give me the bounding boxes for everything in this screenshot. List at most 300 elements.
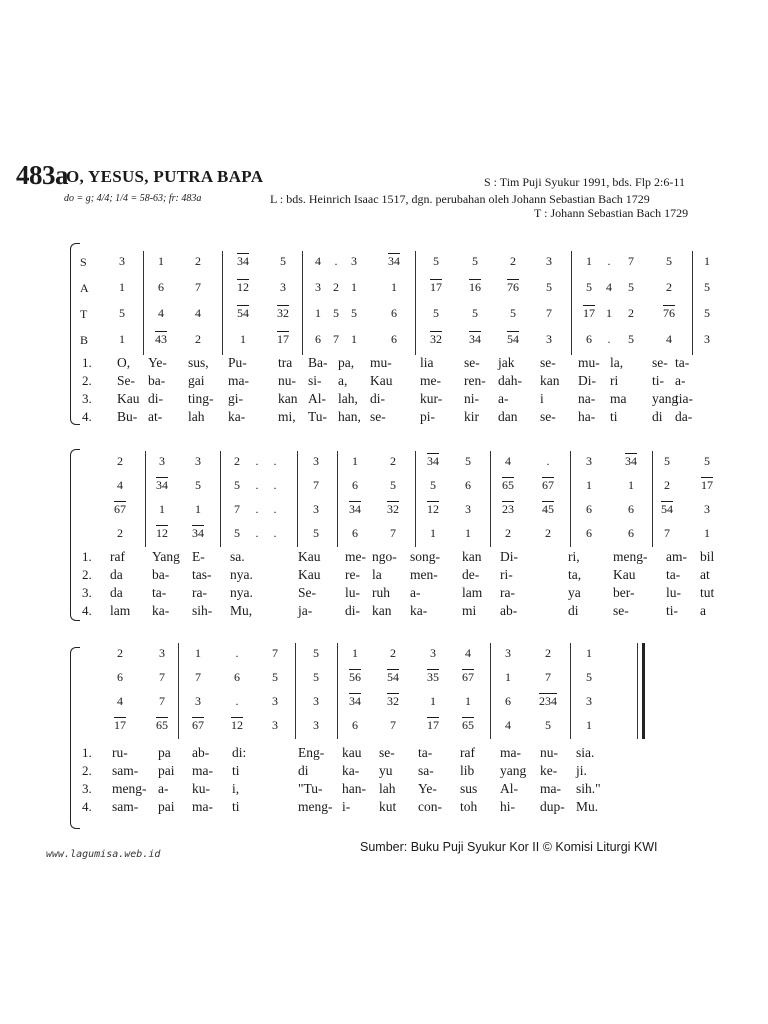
lyric-syllable: lia (420, 355, 434, 370)
note-a: 5 (586, 280, 592, 294)
note-t: 32 (387, 502, 399, 516)
end-bar-line-thick (642, 643, 645, 739)
lyric-syllable: ka- (342, 763, 360, 778)
system-bracket (70, 647, 80, 829)
note-b: 3 (546, 332, 552, 346)
lyric-syllable: pa (158, 745, 171, 760)
lyric-syllable: pa, (338, 355, 355, 370)
melody-source: L : bds. Heinrich Isaac 1517, dgn. perubahan oleh Johann Sebastian Bach 1729 (270, 192, 650, 206)
lyric-syllable: ta- (152, 585, 167, 600)
note-t: 12 (427, 502, 439, 516)
lyric-syllable: sus (460, 781, 478, 796)
lyric-syllable: la, (610, 355, 624, 370)
note-a: 54 (387, 670, 399, 684)
note-t: 1 (195, 502, 201, 516)
note-a: 2 (333, 280, 339, 294)
note-s: 4 (315, 254, 321, 268)
note-s: 34 (625, 454, 637, 468)
lyric-syllable: da (110, 567, 123, 582)
note-a: 34 (156, 478, 168, 492)
note-b: 5 (234, 526, 240, 540)
note-t: 67 (114, 502, 126, 516)
note-a: 1 (391, 280, 397, 294)
lyric-syllable: Eng- (298, 745, 325, 760)
note-t: 1 (159, 502, 165, 516)
note-a: . (273, 478, 277, 492)
lyric-syllable: sa. (230, 549, 245, 564)
note-a: 5 (704, 280, 710, 294)
lyric-syllable: at (700, 567, 710, 582)
note-t: 76 (663, 306, 675, 320)
note-t: 17 (583, 306, 595, 320)
note-b: 67 (192, 718, 204, 732)
note-t: 7 (234, 502, 240, 516)
lyric-syllable: ji. (576, 763, 587, 778)
bar-line (337, 643, 338, 739)
note-b: 3 (272, 718, 278, 732)
note-b: 6 (352, 526, 358, 540)
note-t: 3 (313, 502, 319, 516)
note-s: 2 (234, 454, 240, 468)
note-b: 12 (231, 718, 243, 732)
lyric-syllable: re- (345, 567, 360, 582)
note-a: 76 (507, 280, 519, 294)
note-a: 67 (542, 478, 554, 492)
note-s: 3 (313, 454, 319, 468)
lyric-syllable: ra- (192, 585, 207, 600)
lyric-syllable: ti- (652, 373, 664, 388)
note-s: 2 (117, 454, 123, 468)
note-b: 17 (277, 332, 289, 346)
lyric-syllable: si- (308, 373, 322, 388)
note-s: 1 (158, 254, 164, 268)
bar-line (490, 643, 491, 739)
note-s: 7 (628, 254, 634, 268)
note-t: 1 (465, 694, 471, 708)
lyric-syllable: lah (379, 781, 396, 796)
note-a: 3 (315, 280, 321, 294)
lyric-syllable: me- (345, 549, 366, 564)
lyric-syllable: ma- (228, 373, 249, 388)
lyric-syllable: ti- (666, 603, 678, 618)
lyric-syllable: tut (700, 585, 715, 600)
note-s: 5 (465, 454, 471, 468)
lyric-syllable: a- (675, 373, 686, 388)
note-t: 7 (546, 306, 552, 320)
note-b: 6 (315, 332, 321, 346)
lyric-syllable: di- (148, 391, 163, 406)
note-t: 32 (387, 694, 399, 708)
verse-number: 4. (82, 409, 92, 424)
lyric-syllable: kan (462, 549, 482, 564)
lyric-syllable: kau (342, 745, 362, 760)
lyric-syllable: da- (675, 409, 693, 424)
note-t: 23 (502, 502, 514, 516)
note-t: 34 (349, 694, 361, 708)
lyric-syllable: nya. (230, 585, 253, 600)
note-s: 5 (313, 646, 319, 660)
note-t: 1 (606, 306, 612, 320)
note-a: 7 (195, 280, 201, 294)
note-b: 1 (119, 332, 125, 346)
lyric-syllable: nu- (278, 373, 296, 388)
note-s: 3 (430, 646, 436, 660)
lyric-syllable: han- (342, 781, 366, 796)
note-b: 6 (628, 526, 634, 540)
lyrics-source: S : Tim Puji Syukur 1991, bds. Flp 2:6-11 (484, 175, 685, 189)
lyric-syllable: di- (345, 603, 360, 618)
lyric-syllable: mu- (578, 355, 600, 370)
lyric-syllable: se- (613, 603, 629, 618)
note-s: 3 (546, 254, 552, 268)
lyric-syllable: Bu- (117, 409, 138, 424)
lyric-syllable: ti (232, 799, 240, 814)
note-a: 5 (234, 478, 240, 492)
note-s: 5 (704, 454, 710, 468)
lyric-syllable: bil (700, 549, 715, 564)
note-b: 3 (704, 332, 710, 346)
lyric-syllable: ja- (298, 603, 313, 618)
note-t: 234 (539, 694, 557, 708)
lyric-syllable: ba- (152, 567, 170, 582)
note-b: 1 (586, 718, 592, 732)
note-t: 6 (391, 306, 397, 320)
lyric-syllable: la (372, 567, 382, 582)
note-a: . (255, 478, 259, 492)
note-b: 2 (117, 526, 123, 540)
note-b: 32 (430, 332, 442, 346)
lyric-syllable: nu- (540, 745, 558, 760)
note-a: 6 (465, 478, 471, 492)
end-bar-line-thin (637, 643, 638, 739)
lyric-syllable: Yang (152, 549, 180, 564)
note-t: . (235, 694, 239, 708)
note-t: 6 (586, 502, 592, 516)
lyric-syllable: con- (418, 799, 442, 814)
note-a: 17 (430, 280, 442, 294)
note-a: 5 (546, 280, 552, 294)
verse-number: 3. (82, 391, 92, 406)
note-a: 4 (606, 280, 612, 294)
lyric-syllable: "Tu- (298, 781, 323, 796)
note-b: 2 (505, 526, 511, 540)
note-a: 5 (586, 670, 592, 684)
lyric-syllable: me- (420, 373, 441, 388)
lyric-syllable: ma- (540, 781, 561, 796)
bar-line (415, 251, 416, 355)
bar-line (297, 451, 298, 547)
note-a: 7 (313, 478, 319, 492)
lyric-syllable: nya. (230, 567, 253, 582)
note-s: 2 (390, 646, 396, 660)
verse-number: 2. (82, 373, 92, 388)
lyric-syllable: raf (110, 549, 125, 564)
note-a: 6 (352, 478, 358, 492)
lyric-syllable: men- (410, 567, 438, 582)
lyric-syllable: ke- (540, 763, 558, 778)
hymn-number: 483a (16, 160, 68, 190)
verse-number: 3. (82, 781, 92, 796)
note-b: 5 (545, 718, 551, 732)
note-t: 6 (505, 694, 511, 708)
lyric-syllable: ka- (410, 603, 428, 618)
lyric-syllable: sa- (418, 763, 434, 778)
note-s: 3 (195, 454, 201, 468)
verse-number: 1. (82, 745, 92, 760)
note-b: 5 (628, 332, 634, 346)
lyric-syllable: toh (460, 799, 478, 814)
lyric-syllable: dan (498, 409, 518, 424)
lyric-syllable: song- (410, 549, 440, 564)
note-b: 6 (352, 718, 358, 732)
lyric-syllable: Kau (613, 567, 636, 582)
note-b: 1 (465, 526, 471, 540)
tempo-info: do = g; 4/4; 1/4 = 58-63; fr: 483a (64, 193, 202, 204)
lyric-syllable: yu (379, 763, 393, 778)
note-t: 1 (430, 694, 436, 708)
note-b: 5 (313, 526, 319, 540)
lyric-syllable: lu- (666, 585, 681, 600)
note-a: 7 (545, 670, 551, 684)
note-t: 4 (195, 306, 201, 320)
note-s: 5 (433, 254, 439, 268)
bar-line (337, 451, 338, 547)
note-a: 2 (666, 280, 672, 294)
note-b: 54 (507, 332, 519, 346)
lyric-syllable: pai (158, 763, 175, 778)
lyric-syllable: yang (500, 763, 527, 778)
lyric-syllable: se- (464, 355, 480, 370)
note-b: 43 (155, 332, 167, 346)
note-a: 4 (117, 478, 123, 492)
lyric-syllable: i, (232, 781, 240, 796)
note-b: 1 (351, 332, 357, 346)
score-system-2 (70, 449, 720, 619)
lyric-syllable: ka- (228, 409, 246, 424)
lyric-syllable: Tu- (308, 409, 328, 424)
note-t: 5 (433, 306, 439, 320)
note-s: 2 (195, 254, 201, 268)
note-b: 7 (333, 332, 339, 346)
note-b: 7 (390, 526, 396, 540)
lyric-syllable: hi- (500, 799, 515, 814)
note-a: 6 (158, 280, 164, 294)
lyric-syllable: ni- (464, 391, 479, 406)
note-t: 5 (119, 306, 125, 320)
verse-number: 3. (82, 585, 92, 600)
note-a: 3 (280, 280, 286, 294)
lyric-syllable: Se- (298, 585, 316, 600)
lyric-syllable: yang (652, 391, 679, 406)
lyric-syllable: ma- (192, 763, 213, 778)
note-t: 3 (704, 502, 710, 516)
bar-line (222, 251, 223, 355)
lyric-syllable: ti (610, 409, 618, 424)
lyric-syllable: tia- (675, 391, 693, 406)
note-t: 5 (351, 306, 357, 320)
lyric-syllable: a- (158, 781, 169, 796)
note-b: 4 (505, 718, 511, 732)
lyric-syllable: se- (652, 355, 668, 370)
note-s: 7 (272, 646, 278, 660)
lyric-syllable: pi- (420, 409, 435, 424)
lyric-syllable: tra (278, 355, 293, 370)
lyric-syllable: di (298, 763, 309, 778)
note-s: . (546, 454, 550, 468)
source-credit: Sumber: Buku Puji Syukur Kor II © Komisi Liturgi KWI (360, 840, 658, 854)
lyric-syllable: sih- (192, 603, 213, 618)
note-a: 5 (272, 670, 278, 684)
note-t: 3 (465, 502, 471, 516)
lyric-syllable: dup- (540, 799, 565, 814)
score-system-1 (70, 243, 720, 423)
note-t: 2 (628, 306, 634, 320)
verse-number: 4. (82, 603, 92, 618)
note-a: 1 (586, 478, 592, 492)
note-t: 3 (272, 694, 278, 708)
lyric-syllable: di (568, 603, 579, 618)
lyric-syllable: Ye- (418, 781, 437, 796)
lyric-syllable: ab- (192, 745, 210, 760)
lyric-syllable: ka- (152, 603, 170, 618)
part-label-b: B (80, 333, 89, 347)
note-b: 12 (156, 526, 168, 540)
note-a: 7 (195, 670, 201, 684)
note-b: 65 (462, 718, 474, 732)
note-a: 56 (349, 670, 361, 684)
lyric-syllable: jak (498, 355, 515, 370)
note-b: 17 (114, 718, 126, 732)
note-a: 5 (195, 478, 201, 492)
note-b: 1 (240, 332, 246, 346)
lyric-syllable: de- (462, 567, 480, 582)
note-a: 35 (427, 670, 439, 684)
bar-line (415, 451, 416, 547)
part-label-s: S (80, 255, 87, 269)
note-s: . (334, 254, 338, 268)
note-a: 5 (430, 478, 436, 492)
lyric-syllable: pai (158, 799, 175, 814)
lyric-syllable: kut (379, 799, 397, 814)
note-b: 7 (390, 718, 396, 732)
lyric-syllable: sih." (576, 781, 601, 796)
lyric-syllable: kan (540, 373, 560, 388)
lyric-syllable: kir (464, 409, 479, 424)
lyric-syllable: Ye- (148, 355, 167, 370)
verse-number: 1. (82, 355, 92, 370)
note-t: 3 (313, 694, 319, 708)
lyric-syllable: am- (666, 549, 687, 564)
lyric-syllable: Di- (500, 549, 518, 564)
note-b: . (273, 526, 277, 540)
lyric-syllable: dah- (498, 373, 522, 388)
note-a: 1 (628, 478, 634, 492)
hymn-title: O, YESUS, PUTRA BAPA (66, 167, 264, 186)
lyric-syllable: Mu. (576, 799, 599, 814)
note-b: 17 (427, 718, 439, 732)
lyric-syllable: tas- (192, 567, 212, 582)
note-a: 17 (701, 478, 713, 492)
lyric-syllable: se- (370, 409, 386, 424)
lyric-syllable: ting- (188, 391, 214, 406)
lyric-syllable: ri, (568, 549, 580, 564)
note-t: 32 (277, 306, 289, 320)
lyric-syllable: a- (410, 585, 421, 600)
note-a: 5 (313, 670, 319, 684)
lyric-syllable: a (700, 603, 706, 618)
note-b: 7 (664, 526, 670, 540)
note-s: . (273, 454, 277, 468)
note-a: 16 (469, 280, 481, 294)
note-t: 1 (315, 306, 321, 320)
note-s: 2 (117, 646, 123, 660)
lyric-syllable: ren- (464, 373, 486, 388)
lyric-syllable: ta, (568, 567, 582, 582)
lyric-syllable: ha- (578, 409, 596, 424)
note-s: 3 (119, 254, 125, 268)
lyric-syllable: kan (372, 603, 392, 618)
lyric-syllable: lah (188, 409, 205, 424)
lyric-syllable: Kau (117, 391, 140, 406)
note-s: 3 (505, 646, 511, 660)
lyric-syllable: kan (278, 391, 298, 406)
lyric-syllable: sus, (188, 355, 209, 370)
lyric-syllable: O, (117, 355, 131, 370)
note-s: 1 (195, 646, 201, 660)
lyric-syllable: mi, (278, 409, 296, 424)
note-t: 4 (158, 306, 164, 320)
lyric-syllable: ra- (500, 585, 515, 600)
note-a: 5 (628, 280, 634, 294)
note-b: 1 (704, 526, 710, 540)
note-s: 5 (666, 254, 672, 268)
note-s: 34 (237, 254, 249, 268)
note-b: 2 (545, 526, 551, 540)
note-t: 3 (195, 694, 201, 708)
lyric-syllable: Pu- (228, 355, 247, 370)
note-s: 2 (545, 646, 551, 660)
lyric-syllable: mi (462, 603, 477, 618)
lyric-syllable: ta- (666, 567, 681, 582)
lyric-syllable: Ba- (308, 355, 328, 370)
lyric-syllable: lam (110, 603, 131, 618)
note-s: 34 (388, 254, 400, 268)
note-s: 2 (510, 254, 516, 268)
note-a: 5 (390, 478, 396, 492)
note-t: 5 (510, 306, 516, 320)
note-t: 54 (237, 306, 249, 320)
lyric-syllable: sam- (112, 799, 139, 814)
bar-line (143, 251, 144, 355)
lyric-syllable: Kau (370, 373, 393, 388)
bar-line (570, 451, 571, 547)
note-b: 6 (391, 332, 397, 346)
note-t: . (255, 502, 259, 516)
bar-line (652, 451, 653, 547)
note-b: 34 (192, 526, 204, 540)
harmony-source: T : Johann Sebastian Bach 1729 (534, 206, 689, 220)
bar-line (178, 643, 179, 739)
note-s: 2 (390, 454, 396, 468)
note-s: 1 (352, 646, 358, 660)
lyric-syllable: ma (610, 391, 627, 406)
lyric-syllable: ru- (112, 745, 128, 760)
note-s: 3 (159, 646, 165, 660)
lyric-syllable: gai (188, 373, 205, 388)
note-b: . (607, 332, 611, 346)
part-label-t: T (80, 307, 88, 321)
lyric-syllable: Se- (117, 373, 135, 388)
